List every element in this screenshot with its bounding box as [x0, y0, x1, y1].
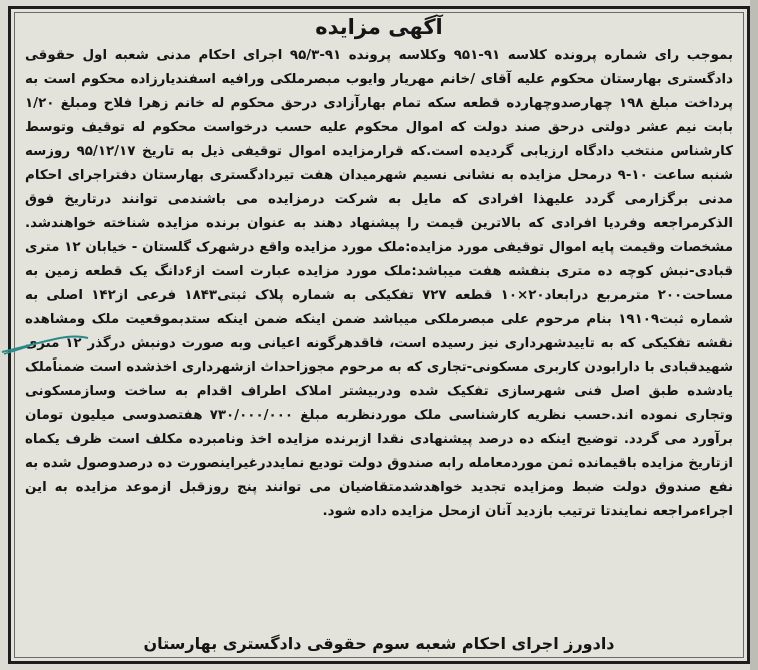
notice-signature: دادورز اجرای احکام شعبه سوم حقوقی دادگستری بهارستان	[143, 634, 615, 653]
adjacent-column-edge	[750, 0, 758, 670]
notice-title: آگهی مزایده	[315, 15, 443, 39]
notice-body: بموجب رای شماره پرونده کلاسه ۹۱-۹۵۱ وکلاسه پرونده ۹۱-۹۵/۳ اجرای احکام مدنی شعبه اول حقوقی دادگستری بهارستان محکوم علیه آقای /خانم مهریار وایوب مبصرملکی ورافیه اسفندیارزاده محکوم است به پرداخت مبلغ ۱۹۸ چهارصدوچهارده قطعه سکه تمام بهارآزادی درحق محکوم له خانم زهرا فلاح ومبلغ ۱/۲۰ بابت نیم عشر دولتی درحق صند دولت که اموال محکوم علیه حسب درخواست محکوم له توقیف وتوسط کارشناس منتخب دادگاه ارزیابی گردیده است.که قرارمزایده اموال توقیفی ذیل به تاریخ ۹۵/۱۲/۱۷ روزسه شنبه ساعت ۱۰-۹ درمحل مزایده به نشانی نسیم شهرمیدان هفت تیردادگستری بهارستان دفتراجرای احکام مدنی برگزارمی گردد علیهذا افرادی که مایل به شرکت درمزایده می باشندمی توانند درتاریخ فوق الذکرمراجعه وفردیا افرادی که بالاترین قیمت را پیشنهاد دهند به عنوان برنده مزایده شناخته خواهندشد. مشخصات وقیمت پایه اموال توقیفی مورد مزایده:ملک مورد مزایده واقع درشهرک گلستان - خیابان ۱۲ متری قبادی-نبش کوچه ده متری بنفشه هفت میباشد:ملک مورد مزایده عبارت است از۶دانگ یک قطعه زمین به مساحت۲۰۰ مترمربع درابعاد۲۰×۱۰ قطعه ۷۲۷ تفکیکی به شماره پلاک ثبتی۱۸۴۳ فرعی از۱۴۲ اصلی به شماره ثبت۱۹۱۰۹ بنام مرحوم علی مبصرملکی میباشد ضمن اینکه ضمن اینکه ستدبموقعیت ملک ومشاهده نقشه تفکیکی که به تاییدشهرداری نیز رسیده است، فاقدهرگونه اعیانی وبه صورت دونبش درگذر ۱۲ متری شهیدقبادی با دارابودن کاربری مسکونی-تجاری که به مرحوم مجوزاحداث ازشهرداری اخذشده است ضمناًملک یادشده طبق اصل فنی شهرسازی تفکیک شده ودربیشتر املاک اطراف اقدام به ساخت وسازمسکونی وتجاری نموده اند.حسب نظریه کارشناسی ملک موردنظربه مبلغ ۷۳۰/۰۰۰/۰۰۰ هفتصدوسی میلیون تومان برآورد می گردد. توضیح اینکه ده درصد پیشنهادی نقدا ازبرنده مزایده اخذ ونامبرده مکلف است ظرف یکماه ازتاریخ مزایده باقیمانده ثمن موردمعامله رابه صندوق دولت تودیع نمایددرغیراینصورت ده درصدوصول شده به نفع صندوق دولت ضبط ومزایده تجدید خواهدشدمتقاضیان می توانند پنج روزقبل ازموعد مزایده به این اجراءمراجعه نمایندتا ترتیب بازدید آنان ازمحل مزایده داده شود.	[25, 48, 733, 519]
auction-notice-clipping	[8, 6, 750, 664]
